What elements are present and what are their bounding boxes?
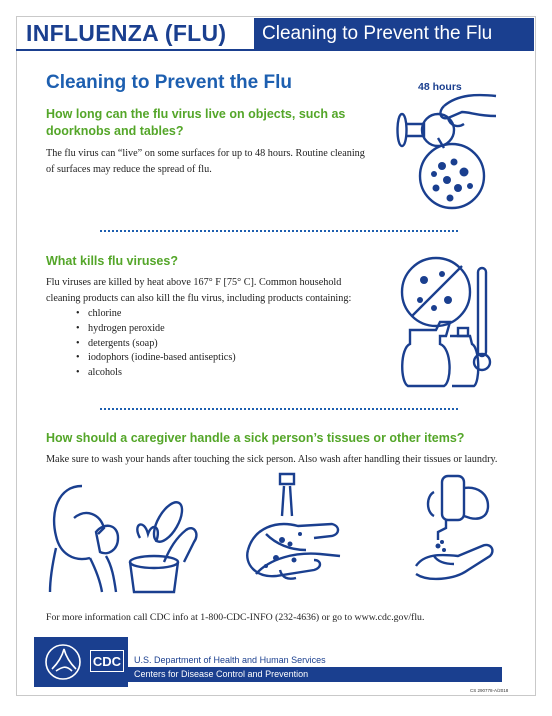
soap-pump-illustration (398, 470, 498, 586)
doorknob-hand-illustration (392, 76, 500, 218)
section2-question: What kills flu viruses? (46, 254, 178, 268)
list-item: • iodophors (iodine-based antiseptics) (76, 351, 236, 366)
hhs-eagle-logo (42, 643, 84, 681)
section3-body: Make sure to wash your hands after touching the sick person. Also wash after handling their tissues or laundry. (46, 454, 498, 465)
page-title: Cleaning to Prevent the Flu (46, 72, 292, 93)
header-subtitle: Cleaning to Prevent the Flu (254, 18, 534, 49)
header-rule (16, 49, 534, 51)
section-divider (100, 408, 458, 410)
list-item: • alcohols (76, 366, 236, 381)
list-item: • hydrogen peroxide (76, 322, 236, 337)
cdc-logo-text: CDC (90, 650, 124, 672)
cleaning-products-illustration (396, 252, 504, 392)
page-header (16, 18, 534, 50)
disinfectant-list (76, 307, 236, 381)
sneeze-tissue-illustration (44, 478, 204, 594)
footer-info: For more information call CDC info at 1-800-CDC-INFO (232-4636) or go to www.cdc.gov/flu. (46, 612, 425, 623)
cdc-centers: Centers for Disease Control and Prevention (134, 669, 309, 679)
section1-body: The flu virus can “live” on some surfaces for up to 48 hours. Routine cleaning of surfaces may reduce the spread of flu. (46, 148, 365, 175)
header-title: INFLUENZA (FLU) (26, 20, 227, 46)
cdc-logo-block (34, 637, 128, 687)
list-item: • chlorine (76, 307, 236, 322)
section1-question: How long can the flu virus live on objects, such as doorknobs and tables? (46, 107, 346, 138)
section3-question: How should a caregiver handle a sick person’s tissues or other items? (46, 431, 465, 445)
handwashing-illustration (236, 470, 346, 588)
section2-body: Flu viruses are killed by heat above 167° F [75° C]. Common household cleaning products can also kill the flu virus, including products containing: (46, 277, 352, 304)
list-item: • detergents (soap) (76, 337, 236, 352)
hhs-department: U.S. Department of Health and Human Services (134, 655, 326, 665)
publication-code: CS 290778-A/2018 (470, 688, 509, 693)
duration-label: 48 hours (418, 81, 462, 93)
section-divider (100, 230, 458, 232)
